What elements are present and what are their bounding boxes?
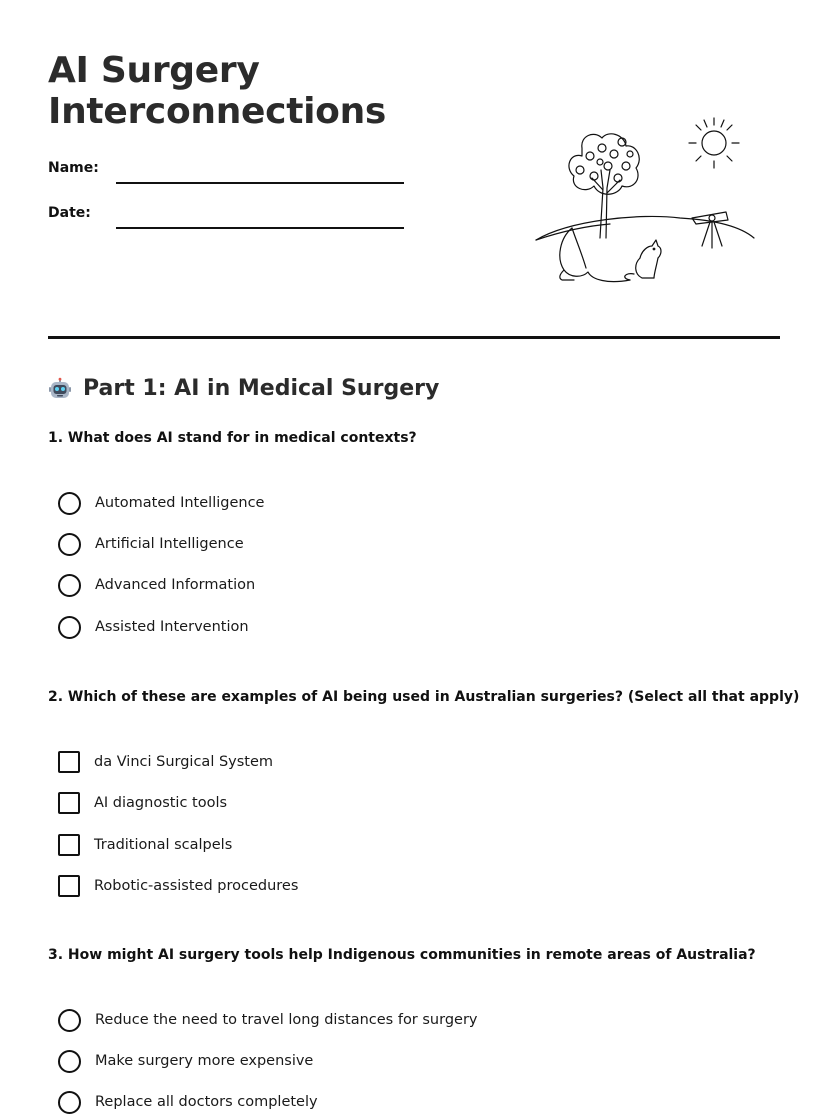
title-line-1: AI Surgery (48, 50, 260, 91)
checkbox[interactable] (58, 792, 80, 814)
option-label: Assisted Intervention (95, 619, 249, 635)
option-label: Artificial Intelligence (95, 536, 244, 552)
radio-button[interactable] (58, 1050, 81, 1073)
q3-option-3[interactable] (58, 1090, 318, 1114)
option-label: da Vinci Surgical System (94, 754, 274, 770)
option-label: Automated Intelligence (95, 495, 265, 511)
name-line[interactable] (116, 182, 404, 184)
checkbox[interactable] (58, 875, 80, 897)
q2-option-1[interactable] (58, 750, 273, 774)
title-line-2: Interconnections (48, 91, 387, 132)
tree-icon (569, 134, 639, 238)
telescope-icon (692, 212, 728, 248)
q1-option-2[interactable] (58, 532, 244, 556)
option-label: Replace all doctors completely (95, 1094, 318, 1110)
question-2-prompt: 2. Which of these are examples of AI being used in Australian surgeries? (Select all that apply) (48, 689, 800, 705)
radio-button[interactable] (58, 1091, 81, 1114)
landscape-illustration (530, 108, 760, 293)
checkbox[interactable] (58, 751, 80, 773)
date-label: Date: (48, 205, 91, 221)
part1-heading-text: Part 1: AI in Medical Surgery (83, 376, 440, 401)
option-label: Traditional scalpels (94, 837, 233, 853)
question-3-prompt: 3. How might AI surgery tools help Indigenous communities in remote areas of Australia? (48, 947, 756, 963)
radio-button[interactable] (58, 616, 81, 639)
q3-option-1[interactable] (58, 1008, 478, 1032)
option-label: Make surgery more expensive (95, 1053, 314, 1069)
date-line[interactable] (116, 227, 404, 229)
radio-button[interactable] (58, 1009, 81, 1032)
q2-option-4[interactable] (58, 874, 298, 898)
worksheet-title (48, 50, 386, 132)
radio-button[interactable] (58, 492, 81, 515)
option-label: AI diagnostic tools (94, 795, 228, 811)
section-divider (48, 336, 780, 339)
robot-icon (48, 377, 72, 401)
sun-icon (689, 118, 739, 168)
question-1-prompt: 1. What does AI stand for in medical contexts? (48, 430, 417, 446)
radio-button[interactable] (58, 574, 81, 597)
q1-option-3[interactable] (58, 573, 255, 597)
radio-button[interactable] (58, 533, 81, 556)
q1-option-4[interactable] (58, 615, 249, 639)
option-label: Reduce the need to travel long distances for surgery (95, 1012, 478, 1028)
q1-option-1[interactable] (58, 491, 264, 515)
part1-heading (48, 374, 439, 404)
checkbox[interactable] (58, 834, 80, 856)
q2-option-3[interactable] (58, 833, 232, 857)
kangaroo-icon (560, 228, 661, 282)
option-label: Robotic-assisted procedures (94, 878, 299, 894)
option-label: Advanced Information (95, 577, 256, 593)
hills-icon (536, 216, 754, 240)
q2-option-2[interactable] (58, 791, 227, 815)
q3-option-2[interactable] (58, 1049, 313, 1073)
name-label: Name: (48, 160, 99, 176)
